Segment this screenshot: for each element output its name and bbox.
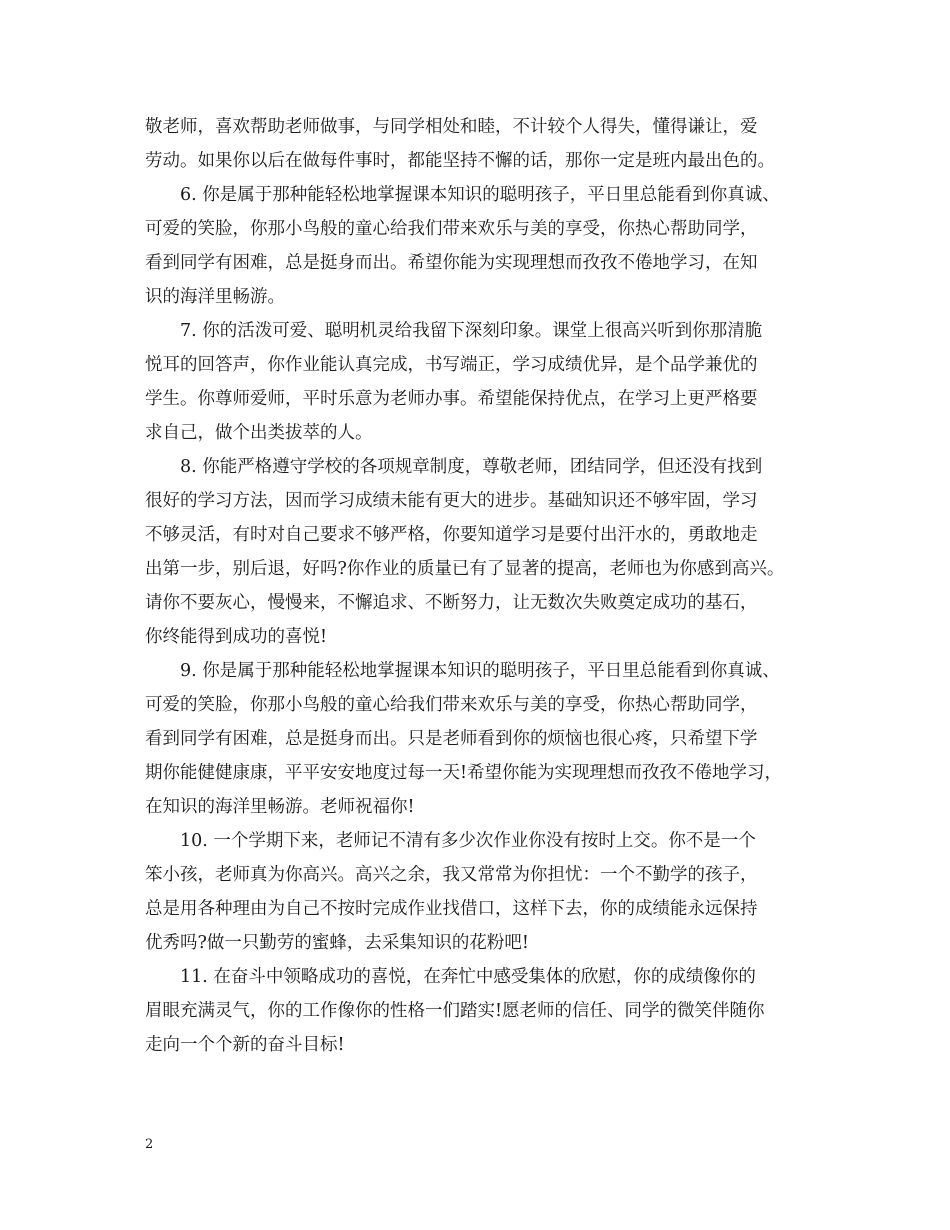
paragraph-6-start: 6. 你是属于那种能轻松地掌握课本知识的聪明孩子，平日里总能看到你真诚、 bbox=[180, 185, 780, 205]
text-line: 看到同学有困难，总是挺身而出。只是老师看到你的烦恼也很心疼，只希望下学 bbox=[145, 729, 758, 749]
text-line: 眉眼充满灵气，你的工作像你的性格一们踏实!愿老师的信任、同学的微笑伴随你 bbox=[145, 1001, 765, 1021]
page-number: 2 bbox=[145, 1137, 154, 1152]
text-line: 可爱的笑脸，你那小鸟般的童心给我们带来欢乐与美的享受，你热心帮助同学， bbox=[145, 219, 758, 239]
text-line: 不够灵活，有时对自己要求不够严格，你要知道学习是要付出汗水的，勇敢地走 bbox=[145, 525, 758, 545]
text-line: 看到同学有困难，总是挺身而出。希望你能为实现理想而孜孜不倦地学习，在知 bbox=[145, 253, 758, 273]
text-line: 可爱的笑脸，你那小鸟般的童心给我们带来欢乐与美的享受，你热心帮助同学， bbox=[145, 695, 758, 715]
text-line: 学生。你尊师爱师，平时乐意为老师办事。希望能保持优点，在学习上更严格要 bbox=[145, 389, 758, 409]
text-line: 敬老师，喜欢帮助老师做事，与同学相处和睦，不计较个人得失，懂得谦让，爱 bbox=[145, 117, 758, 137]
text-line: 很好的学习方法，因而学习成绩未能有更大的进步。基础知识还不够牢固，学习 bbox=[145, 491, 758, 511]
text-line: 笨小孩，老师真为你高兴。高兴之余，我又常常为你担忧：一个不勤学的孩子， bbox=[145, 865, 758, 885]
paragraph-7-start: 7. 你的活泼可爱、聪明机灵给我留下深刻印象。课堂上很高兴听到你那清脆 bbox=[180, 321, 763, 341]
paragraph-11-start: 11. 在奋斗中领略成功的喜悦，在奔忙中感受集体的欣慰，你的成绩像你的 bbox=[180, 967, 756, 987]
text-line: 求自己，做个出类拔萃的人。 bbox=[145, 423, 373, 443]
text-line: 走向一个个新的奋斗目标! bbox=[145, 1035, 345, 1055]
document-body bbox=[145, 110, 830, 1062]
text-line: 在知识的海洋里畅游。老师祝福你! bbox=[145, 797, 415, 817]
paragraph-10-start: 10. 一个学期下来，老师记不清有多少次作业你没有按时上交。你不是一个 bbox=[180, 831, 756, 851]
text-line: 期你能健健康康，平平安安地度过每一天!希望你能为实现理想而孜孜不倦地学习， bbox=[145, 763, 783, 783]
text-line: 劳动。如果你以后在做每件事时，都能坚持不懈的话，那你一定是班内最出色的。 bbox=[145, 151, 775, 171]
text-line: 出第一步，别后退，好吗?你作业的质量已有了显著的提高，老师也为你感到高兴。 bbox=[145, 559, 785, 579]
text-line: 优秀吗?做一只勤劳的蜜蜂，去采集知识的花粉吧! bbox=[145, 933, 529, 953]
text-line: 悦耳的回答声，你作业能认真完成，书写端正，学习成绩优异，是个品学兼优的 bbox=[145, 355, 758, 375]
text-line: 你终能得到成功的喜悦! bbox=[145, 627, 328, 647]
paragraph-8-start: 8. 你能严格遵守学校的各项规章制度，尊敬老师，团结同学，但还没有找到 bbox=[180, 457, 763, 477]
text-line: 识的海洋里畅游。 bbox=[145, 287, 285, 307]
paragraph-9-start: 9. 你是属于那种能轻松地掌握课本知识的聪明孩子，平日里总能看到你真诚、 bbox=[180, 661, 780, 681]
text-line: 总是用各种理由为自己不按时完成作业找借口，这样下去，你的成绩能永远保持 bbox=[145, 899, 758, 919]
text-line: 请你不要灰心，慢慢来，不懈追求、不断努力，让无数次失败奠定成功的基石， bbox=[145, 593, 758, 613]
